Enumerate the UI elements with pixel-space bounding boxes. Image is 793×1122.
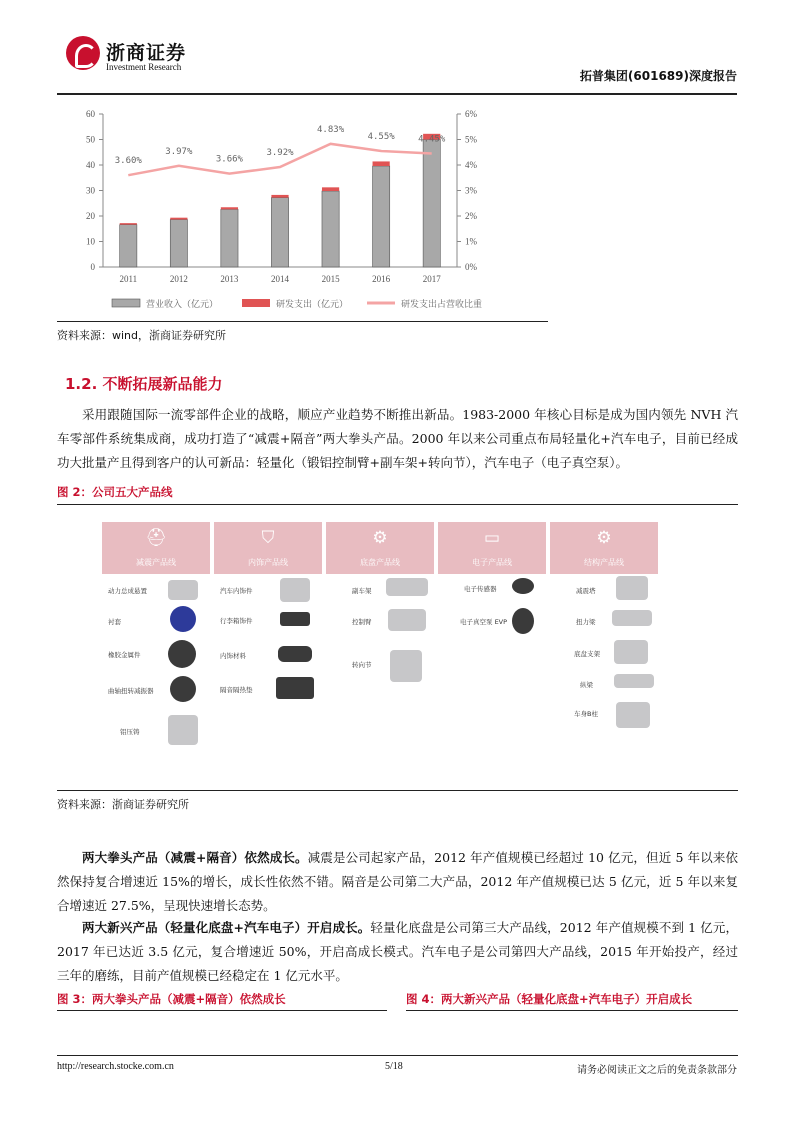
paragraph-core-products (57, 846, 738, 918)
torsion-beam-image (612, 610, 652, 626)
product-line-header (102, 522, 210, 574)
revenue-bar (322, 191, 339, 267)
product-item: 内饰材料 (220, 652, 246, 660)
legend-label: 研发支出（亿元） (276, 300, 349, 310)
product-item: 电子传感器 (464, 585, 497, 593)
rd-ratio-label: 3.66% (215, 154, 243, 165)
fig2-caption: 图 2：公司五大产品线 (57, 485, 173, 499)
product-line-interior (214, 522, 322, 767)
fig2-top-rule (57, 504, 738, 505)
revenue-bar (271, 198, 288, 267)
y-tick-label: 10 (86, 236, 95, 247)
product-item: 转向节 (352, 661, 372, 669)
y2-tick-label: 2% (465, 211, 477, 221)
product-line-chassis (326, 522, 434, 767)
product-line-header (214, 522, 322, 574)
product-line-title: 减震产品线 (136, 558, 176, 567)
product-item: 行李箱饰件 (220, 617, 253, 625)
paragraph-text: 轻量化底盘是公司第三大产品线，2012 年产值规模不到 1 亿元，2017 年已达近 3.5 亿元，复合增速近 50%，开启高成长模式。汽车电子是公司第四大产品线，2015 年开始投产，经过三年的磨练，目前产值规模已经稳定在 1 亿元水平。 (57, 920, 738, 983)
bushing-image (170, 606, 196, 632)
shock-tower-image (616, 576, 648, 600)
y2-tick-label: 6% (465, 109, 477, 119)
footer-rule (57, 1055, 738, 1056)
rd-bar (373, 161, 390, 166)
interior-icon: ⛉ (261, 528, 275, 548)
logo-text-cn: 浙商证券 (106, 42, 187, 64)
page-number: 5/18 (385, 1061, 403, 1072)
product-line-title: 电子产品线 (472, 558, 512, 567)
control-arm-image (388, 609, 426, 631)
y-tick-label: 0 (90, 262, 95, 272)
y-tick-label: 40 (86, 160, 95, 170)
fig3-rule (57, 1010, 387, 1011)
y2-tick-label: 3% (465, 185, 477, 196)
product-item: 曲轴扭转减振器 (108, 687, 154, 695)
y-tick-label: 50 (86, 134, 95, 145)
x-tick-label: 2014 (271, 274, 289, 284)
paragraph-new-products (57, 916, 738, 988)
section-paragraph: 采用跟随国际一流零部件企业的战略，顺应产业趋势不断推出新品。1983-2000 年核心目标是成为国内领先 NVH 汽车零部件系统集成商，成功打造了“减震+隔音”两大拳头产品。2000 年以来公司重点布局轻量化+汽车电子，目前已经成功大批量产且得到客户的认可新品：轻量化（锻铝控制臂+副车架+转向节），汽车电子（电子真空泵）。 (57, 407, 738, 470)
rd-ratio-label: 3.97% (165, 146, 193, 157)
chart-bottom-rule (57, 321, 548, 322)
header-rule (57, 93, 737, 95)
x-tick-label: 2011 (119, 274, 138, 284)
product-line-title: 底盘产品线 (360, 558, 400, 567)
product-line-header (550, 522, 658, 574)
die-cast-image (168, 715, 198, 745)
y2-tick-label: 5% (465, 134, 477, 145)
product-lines-figure (102, 522, 660, 767)
fig3-caption: 图 3：两大拳头产品（减震+隔音）依然成长 (57, 992, 286, 1006)
y2-tick-label: 0% (465, 262, 477, 272)
subframe-image (386, 578, 428, 596)
rd-bar (271, 195, 288, 198)
legend-label: 研发支出占营收比重 (401, 300, 483, 310)
rubber-metal-image (168, 640, 196, 668)
fig2-bottom-rule (57, 790, 738, 791)
battery-icon: ▭ (483, 528, 501, 548)
trunk-trim-image (280, 612, 310, 626)
footer-url: http://research.stocke.com.cn (57, 1061, 174, 1072)
product-item: 控制臂 (352, 618, 372, 626)
x-tick-label: 2015 (321, 274, 340, 284)
y-tick-label: 30 (86, 185, 95, 196)
x-tick-label: 2012 (169, 274, 188, 284)
x-tick-label: 2016 (372, 274, 391, 284)
revenue-bar (423, 140, 440, 268)
fig4-rule (406, 1010, 738, 1011)
revenue-bar (221, 209, 238, 267)
footer-disclaimer: 请务必阅读正文之后的免责条款部分 (577, 1065, 737, 1076)
paragraph-lead: 两大新兴产品（轻量化底盘+汽车电子）开启成长。 (82, 920, 371, 935)
rd-bar (170, 218, 187, 220)
product-item: 电子真空泵 EVP (460, 618, 508, 626)
product-item: 动力总成悬置 (108, 587, 147, 595)
product-item: 纵梁 (580, 681, 593, 689)
fig2-source: 资料来源：浙商证券研究所 (57, 798, 189, 811)
paragraph-text: 减震是公司起家产品，2012 年产值规模已经超过 10 亿元，但近 5 年以来依然保持复合增速近 15%的增长，成长性依然不错。隔音是公司第二大产品，2012 年产值规模已达 5 亿元，近 5 年以来复合增速近 27.5%，呈现快速增长态势。 (57, 850, 738, 913)
chassis-icon: ⚙ (372, 528, 388, 548)
product-line-header (438, 522, 546, 574)
damper-image (170, 676, 196, 702)
product-item: 橡胶金属件 (108, 651, 141, 659)
rd-ratio-label: 4.55% (367, 131, 395, 142)
chart-source: 资料来源：wind，浙商证券研究所 (57, 329, 227, 342)
y-tick-label: 60 (86, 109, 95, 119)
legend-swatch (112, 299, 140, 307)
product-item: 隔音隔热垫 (220, 686, 253, 694)
y-tick-label: 20 (86, 211, 95, 221)
rd-bar (120, 223, 137, 225)
mount-image (168, 580, 198, 600)
fig4-caption: 图 4：两大新兴产品（轻量化底盘+汽车电子）开启成长 (406, 992, 693, 1006)
longitudinal-beam-image (614, 674, 654, 688)
x-tick-label: 2013 (220, 274, 239, 284)
report-title: 拓普集团(601689)深度报告 (579, 69, 737, 83)
product-item: 底盘支架 (574, 650, 600, 658)
product-item: 衬套 (108, 618, 121, 626)
product-line-title: 结构产品线 (584, 558, 624, 567)
company-logo-icon (66, 36, 100, 70)
product-line-title: 内饰产品线 (248, 558, 288, 567)
revenue-bar (170, 220, 187, 267)
legend-swatch (242, 299, 270, 307)
product-item: 减震塔 (576, 587, 596, 595)
product-item: 车身B柱 (574, 710, 598, 718)
sensor-image (512, 578, 534, 594)
y2-tick-label: 4% (465, 160, 477, 170)
product-item: 副车架 (352, 587, 372, 595)
b-pillar-image (616, 702, 650, 728)
y2-tick-label: 1% (465, 236, 477, 247)
structure-icon: ⚙ (596, 528, 612, 548)
rd-bar (322, 187, 339, 191)
section-title: 1.2. 不断拓展新品能力 (65, 375, 223, 393)
vacuum-pump-image (512, 608, 534, 634)
revenue-bar (120, 225, 137, 267)
product-line-damping (102, 522, 210, 767)
chassis-bracket-image (614, 640, 648, 664)
x-tick-label: 2017 (422, 274, 441, 284)
knuckle-image (390, 650, 422, 682)
product-line-header (326, 522, 434, 574)
rd-ratio-label: 3.92% (266, 148, 294, 159)
logo-text-en: Investment Research (106, 62, 182, 72)
insulation-pad-image (276, 677, 314, 699)
revenue-bar (373, 166, 390, 267)
product-item: 铝压铸 (120, 728, 140, 736)
rd-ratio-label: 3.60% (114, 156, 142, 167)
rd-ratio-label: 4.45% (418, 134, 446, 145)
rd-bar (221, 207, 238, 209)
legend-label: 营业收入（亿元） (146, 300, 219, 310)
paragraph-lead: 两大拳头产品（减震+隔音）依然成长。 (82, 850, 308, 865)
product-line-structure (550, 522, 658, 767)
product-item: 汽车内饰件 (220, 587, 253, 595)
product-line-electronics (438, 522, 546, 767)
interior-part-image (280, 578, 310, 602)
product-item: 扭力梁 (576, 618, 596, 626)
damping-icon: ⛑ (145, 528, 167, 548)
interior-material-image (278, 646, 312, 662)
revenue-rd-chart (57, 100, 537, 320)
rd-ratio-label: 4.83% (317, 124, 345, 135)
